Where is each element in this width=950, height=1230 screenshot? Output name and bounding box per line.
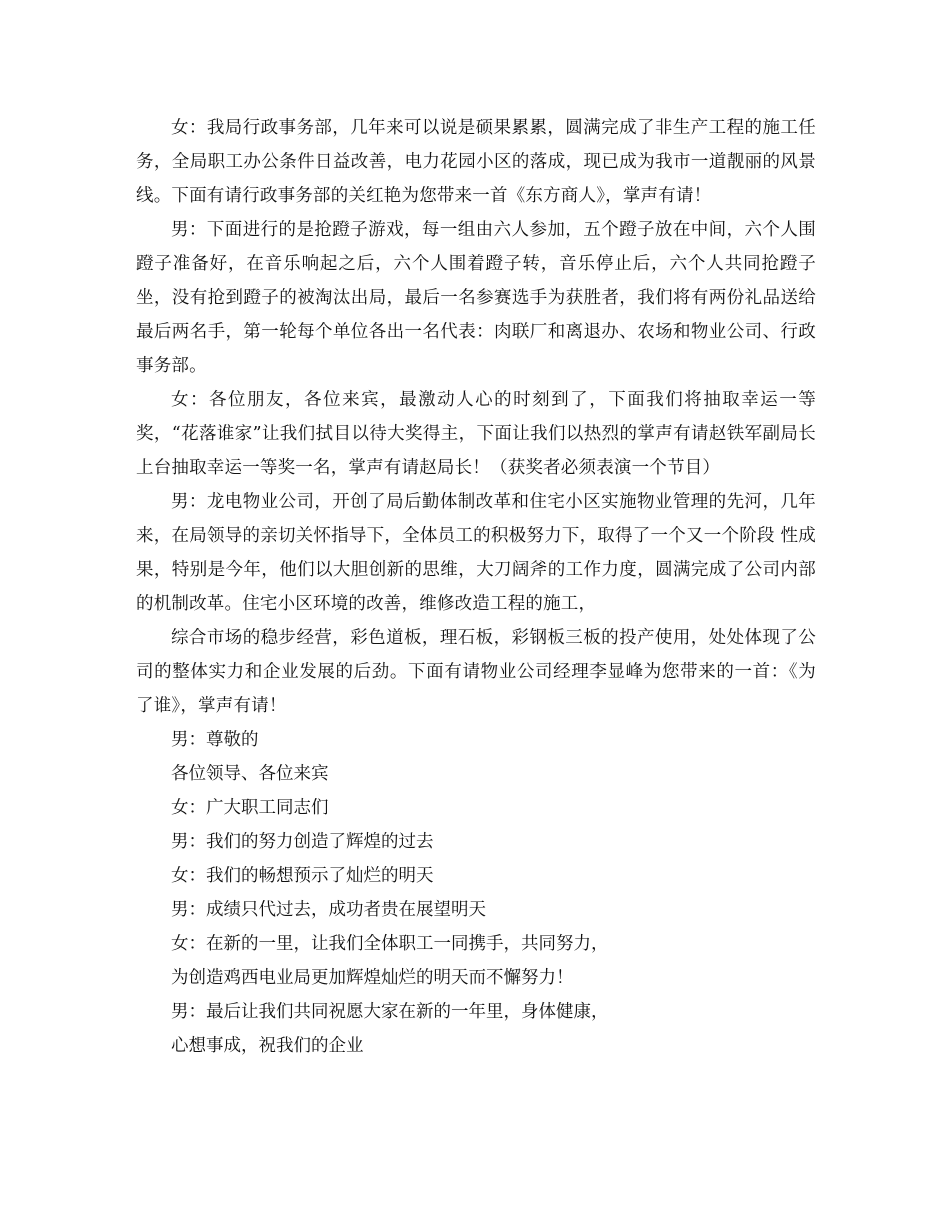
paragraph-market: 综合市场的稳步经营，彩色道板，理石板，彩钢板三板的投产使用，处处体现了公司的整体实力和企业发展的后劲。下面有请物业公司经理李显峰为您带来的一首：《为了谁》，掌声有请！ xyxy=(136,628,816,716)
closing-line: 男：最后让我们共同祝愿大家在新的一年里，身体健康， xyxy=(171,1002,609,1022)
closing-line: 女：我们的畅想预示了灿烂的明天 xyxy=(171,866,434,886)
closing-line: 心想事成，祝我们的企业 xyxy=(171,1036,364,1056)
closing-line: 为创造鸡西电业局更加辉煌灿烂的明天而不懈努力！ xyxy=(171,968,574,988)
paragraph-lucky-draw: 女：各位朋友，各位来宾，最激动人心的时刻到了，下面我们将抽取幸运一等奖，“花落谁家”让我们拭目以待大奖得主，下面让我们以热烈的掌声有请赵铁军副局长上台抽取幸运一等奖一名，掌声有请赵局长！（获奖者必须表演一个节目） xyxy=(136,390,816,478)
closing-line: 男：我们的努力创造了辉煌的过去 xyxy=(171,832,434,852)
closing-line: 男：成绩只代过去，成功者贵在展望明天 xyxy=(171,900,486,920)
closing-line: 男：尊敬的 xyxy=(171,730,259,750)
closing-line: 女：广大职工同志们 xyxy=(171,798,329,818)
paragraph-dengzi-game: 男：下面进行的是抢蹬子游戏，每一组由六人参加，五个蹬子放在中间，六个人围蹬子准备好，在音乐响起之后，六个人围着蹬子转，音乐停止后，六个人共同抢蹬子坐，没有抢到蹬子的被淘汰出局，最后一名参赛选手为获胜者，我们将有两份礼品送给最后两名手，第一轮每个单位各出一名代表：肉联厂和离退办、农场和物业公司、行政事务部。 xyxy=(136,220,816,376)
paragraph-xingzheng: 女：我局行政事务部，几年来可以说是硕果累累，圆满完成了非生产工程的施工任务，全局职工办公条件日益改善，电力花园小区的落成，现已成为我市一道靓丽的风景线。下面有请行政事务部的关红艳为您带来一首《东方商人》，掌声有请！ xyxy=(136,118,816,206)
paragraph-wuye-company: 男：龙电物业公司，开创了局后勤体制改革和住宅小区实施物业管理的先河，几年来，在局领导的亲切关怀指导下，全体员工的积极努力下，取得了一个又一个阶段 性成果，特别是今年，他们以大胆创新的思维，大刀阔斧的工作力度，圆满完成了公司内部的机制改革。住宅小区环境的改善，维修改造工程的施工， xyxy=(136,492,816,614)
closing-line: 各位领导、各位来宾 xyxy=(171,764,329,784)
closing-line: 女：在新的一里，让我们全体职工一同携手，共同努力， xyxy=(171,934,609,954)
document-body xyxy=(136,111,816,1063)
